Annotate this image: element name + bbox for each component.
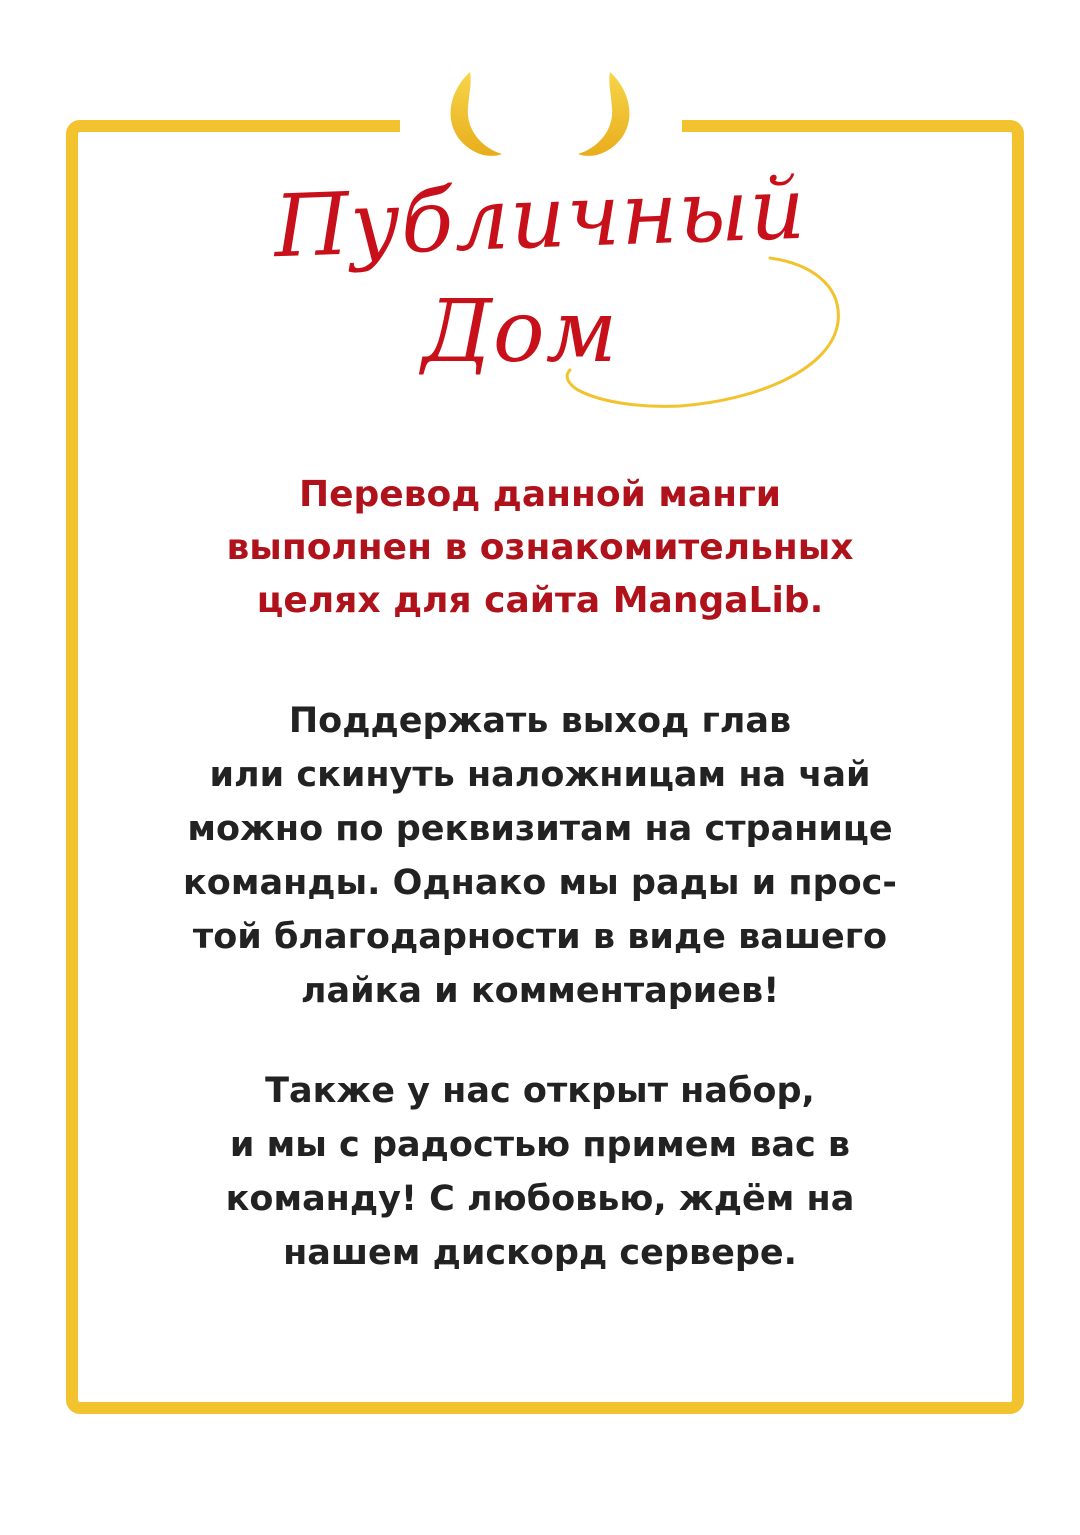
recruitment-paragraph: Также у нас открыт набор, и мы с радостью примем вас в команду! С любовью, ждём на нашем дискорд сервере. (225, 1071, 855, 1273)
logo-title-line2: Дом (422, 282, 618, 382)
logo-title-line1: Публичный (272, 158, 808, 278)
devil-horns-icon (430, 68, 650, 168)
translation-disclaimer: Перевод данной манги выполнен в ознакомительных целях для сайта MangaLib. (226, 474, 854, 621)
support-paragraph: Поддержать выход глав или скинуть наложницам на чай можно по реквизитам на странице команды. Однако мы рады и прос- той благодарности в виде вашего лайка и комментариев! (183, 701, 897, 1011)
